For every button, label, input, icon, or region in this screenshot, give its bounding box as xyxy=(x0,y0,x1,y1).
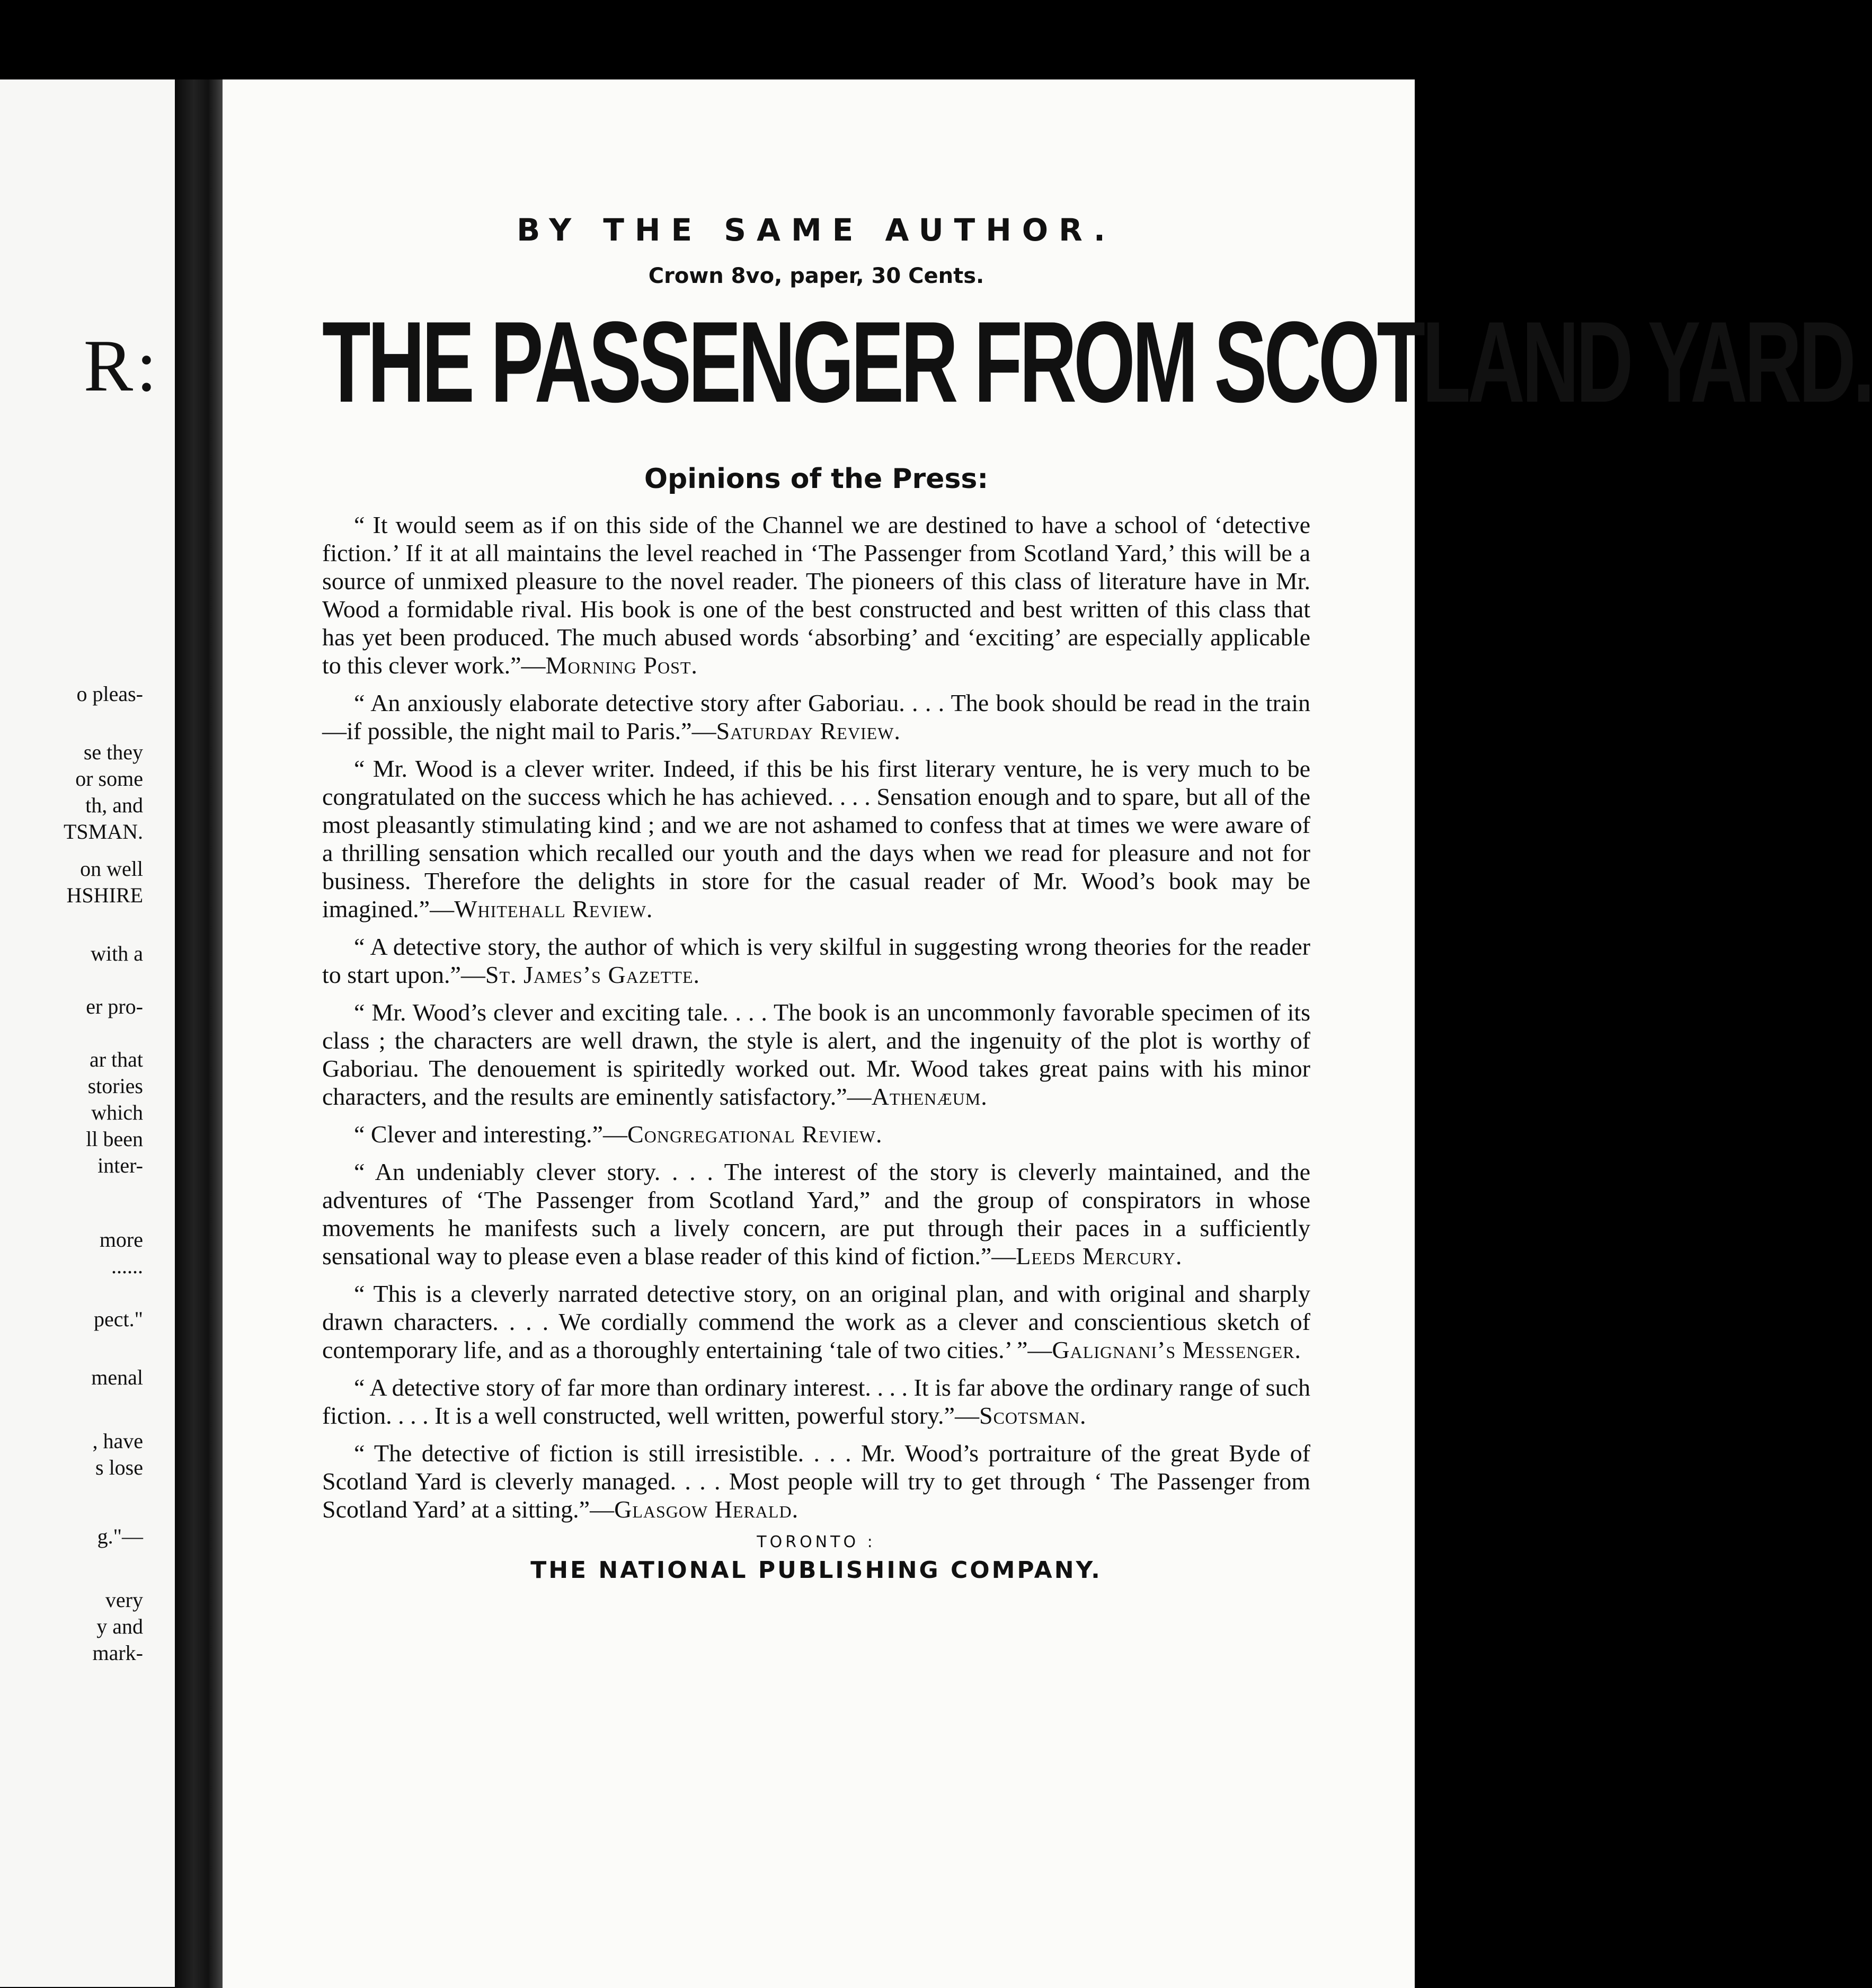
review-source: Saturday Review. xyxy=(716,717,901,744)
left-page-fragment: y and xyxy=(96,1614,143,1638)
left-page-fragment: se they xyxy=(83,740,143,764)
review-source: Whitehall Review. xyxy=(454,895,653,922)
review-source: Glasgow Herald. xyxy=(614,1496,799,1523)
left-page-fragment: mark- xyxy=(92,1641,143,1665)
review-text: “ A detective story of far more than ordinary interest. . . . It is far above the ordinary range of such fiction. . . . It is a well constructed, well written, powerful story.”— xyxy=(322,1374,1310,1429)
review-text: “ Mr. Wood’s clever and exciting tale. . . . The book is an uncommonly favorable specimen of its class ; the characters are well drawn, the style is alert, and the ingenuity of the plot is worthy of Gaboriau. The denouement is spiritedly worked out. Mr. Wood takes great pains with his minor characters, and the results are eminently satisfactory.”— xyxy=(322,999,1310,1110)
left-page-fragment: menal xyxy=(91,1365,143,1389)
left-page-fragment: s lose xyxy=(95,1456,143,1479)
review-text: “ A detective story, the author of which is very skilful in suggesting wrong theories for the reader to start upon.”— xyxy=(322,933,1310,988)
left-page-fragment: more xyxy=(99,1228,143,1252)
review-paragraph xyxy=(322,1280,1310,1364)
publisher-city: TORONTO : xyxy=(757,1533,876,1551)
review-paragraph xyxy=(322,1120,1310,1148)
review-paragraph xyxy=(322,511,1310,679)
review-text: “ This is a cleverly narrated detective story, on an original plan, and with original and sharply drawn characters. . . . We cordially commend the work as a clever and conscientious sketch of contemporary life, and as a thoroughly entertaining ‘tale of two cities.’ ”— xyxy=(322,1280,1310,1363)
left-page-fragment: with a xyxy=(91,942,143,965)
review-paragraph xyxy=(322,998,1310,1111)
left-page-fragment: ll been xyxy=(86,1127,143,1151)
review-source: Galignani’s Messenger. xyxy=(1052,1336,1301,1363)
review-text: “ Mr. Wood is a clever writer. Indeed, if this be his first literary venture, he is very much to be congratulated on the success which he has achieved. . . . Sensation enough and to spare, but all of the most pleasantly stimulating kind ; and we are not ashamed to confess that at times we were aware of a thrilling sensation which recalled our youth and the days when we read for pleasure and not for business. Therefore the delights in store for the casual reader of Mr. Wood’s book may be imagined.”— xyxy=(322,755,1310,922)
review-paragraph xyxy=(322,1373,1310,1430)
left-page-large-letter: R: xyxy=(83,325,160,407)
left-page-fragment: o pleas- xyxy=(76,682,143,706)
review-source: Congregational Review. xyxy=(627,1121,883,1148)
review-text: “ An anxiously elaborate detective story after Gaboriau. . . . The book should be read in the train—if possible, the night mail to Paris.”— xyxy=(322,689,1310,744)
review-paragraph xyxy=(322,755,1310,923)
book-title: THE PASSENGER FROM SCOTLAND YARD. xyxy=(322,297,1872,427)
left-page-fragment: stories xyxy=(87,1074,143,1098)
left-page-fragment: HSHIRE xyxy=(66,883,143,907)
review-paragraph xyxy=(322,933,1310,989)
advertisement-content xyxy=(322,212,1872,1584)
left-page-fragment: ...... xyxy=(111,1254,143,1278)
left-page-fragment: er pro- xyxy=(86,995,143,1018)
review-paragraph xyxy=(322,689,1310,745)
format-price-line: Crown 8vo, paper, 30 Cents. xyxy=(648,264,984,288)
review-paragraph xyxy=(322,1158,1310,1270)
left-page-fragment: inter- xyxy=(97,1153,143,1177)
review-text: “ An undeniably clever story. . . . The interest of the story is cleverly maintained, and the adventures of ‘The Passenger from Scotland Yard,” and the group of conspirators in whose movements he manifests such a lively concern, are put through their paces in a sufficiently sensational way to please even a blase reader of this kind of fiction.”— xyxy=(322,1158,1310,1270)
review-source: St. James’s Gazette. xyxy=(485,961,700,988)
review-source: Scotsman. xyxy=(979,1402,1087,1429)
review-source: Leeds Mercury. xyxy=(1016,1242,1183,1270)
left-page-fragment: th, and xyxy=(85,793,143,817)
reviews-list xyxy=(322,511,1310,1523)
left-page-fragment: g."— xyxy=(97,1524,143,1548)
review-paragraph xyxy=(322,1439,1310,1523)
review-text: “ It would seem as if on this side of the Channel we are destined to have a school of ‘detective fiction.’ If it at all maintains the level reached in ‘The Passenger from Scotland Yard,’ this will be a source of unmixed pleasure to the novel reader. The pioneers of this class of literature have in Mr. Wood a formidable rival. His book is one of the best constructed and best written of this class that has yet been produced. The much abused words ‘absorbing’ and ‘exciting’ are especially applicable to this clever work.”— xyxy=(322,511,1310,679)
left-page xyxy=(0,79,175,1987)
same-author-header: BY THE SAME AUTHOR. xyxy=(517,212,1116,248)
publisher-name: THE NATIONAL PUBLISHING COMPANY. xyxy=(530,1557,1102,1584)
book-spine xyxy=(175,79,223,1988)
opinions-heading: Opinions of the Press: xyxy=(644,463,989,495)
left-page-fragment: on well xyxy=(80,857,143,881)
left-page-fragment: TSMAN. xyxy=(63,820,143,844)
review-source: Athenæum. xyxy=(871,1083,988,1110)
left-page-fragment: pect." xyxy=(94,1307,143,1331)
left-page-fragment: or some xyxy=(75,767,143,791)
left-page-fragment: very xyxy=(105,1588,143,1612)
review-source: Morning Post. xyxy=(545,652,698,679)
review-text: “ Clever and interesting.”— xyxy=(354,1121,628,1148)
left-page-fragment: ar that xyxy=(89,1048,143,1071)
left-page-fragment: which xyxy=(91,1100,143,1124)
review-text: “ The detective of fiction is still irresistible. . . . Mr. Wood’s portraiture of the great Byde of Scotland Yard is cleverly managed. . . . Most people will try to get through ‘ The Passenger from Scotland Yard’ at a sitting.”— xyxy=(322,1440,1310,1523)
left-page-fragment: , have xyxy=(92,1429,143,1453)
right-page xyxy=(223,79,1872,1988)
